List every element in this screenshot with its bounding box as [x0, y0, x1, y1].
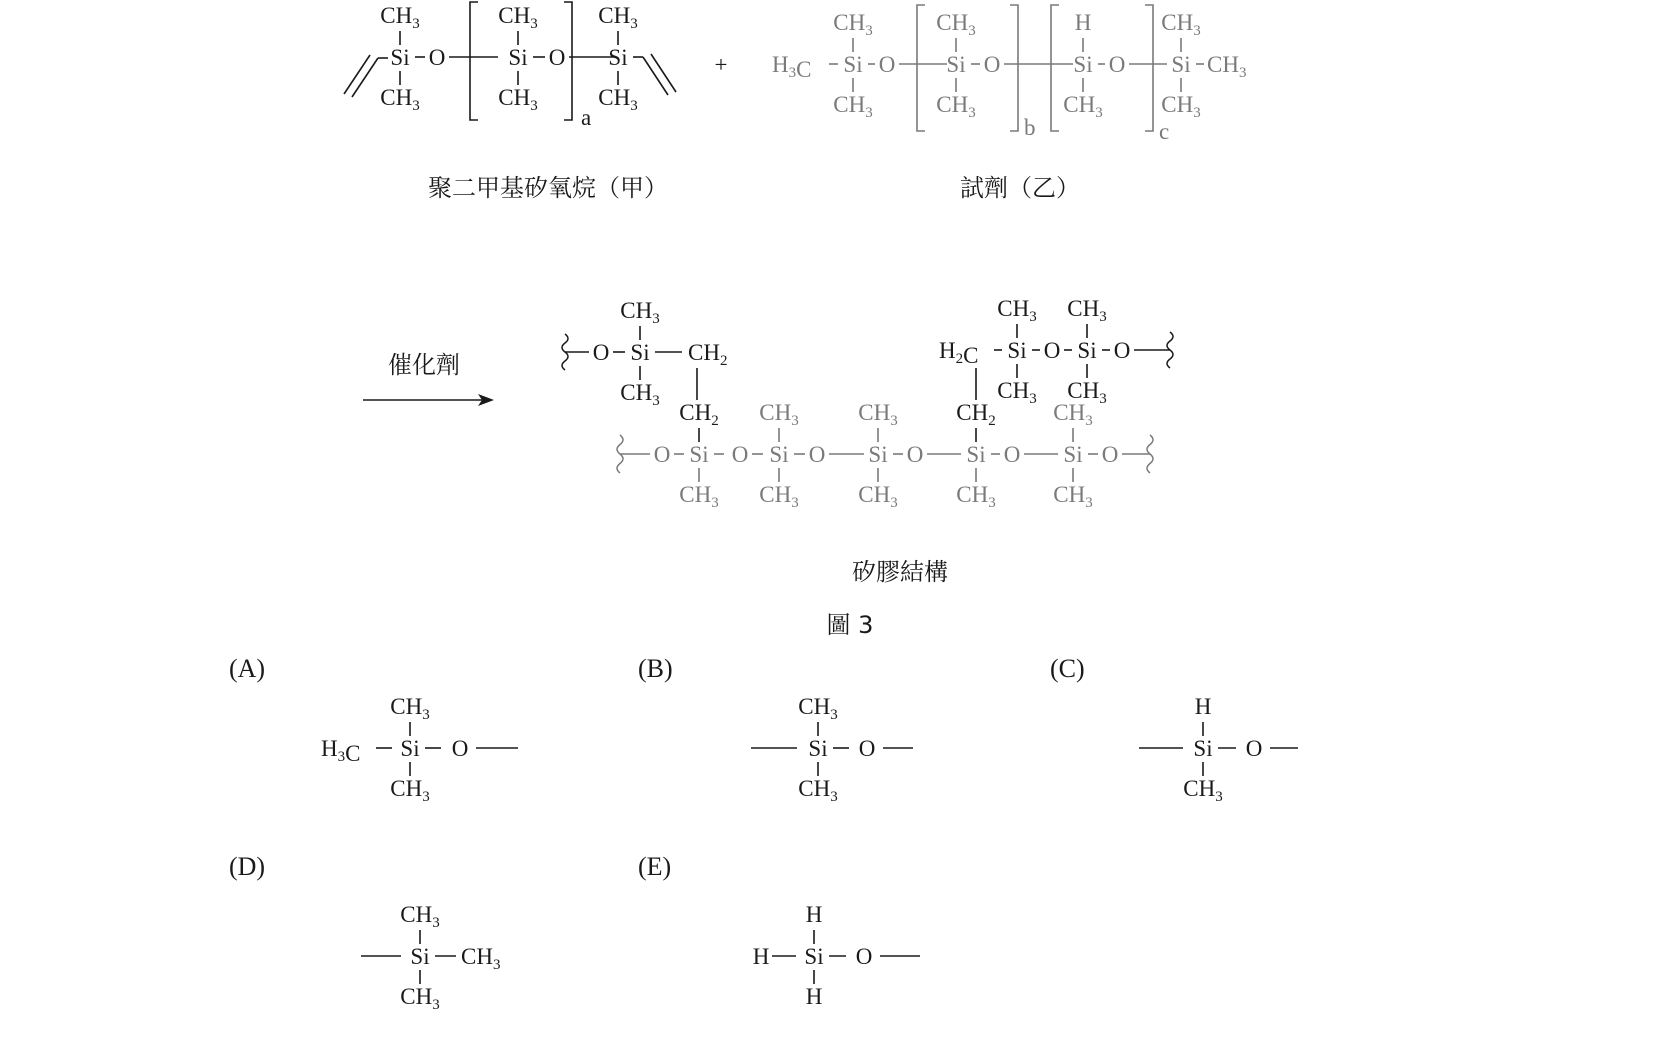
- atom-label: O: [653, 442, 671, 467]
- atom-label: $CH_3$: [400, 902, 440, 931]
- atom-label: Si: [1077, 338, 1097, 363]
- atom-label: $CH_3$: [1053, 482, 1093, 511]
- atom-label: Si: [1171, 52, 1191, 77]
- atom-label: $CH_3$: [1063, 92, 1103, 121]
- atom-label: Si: [1063, 442, 1083, 467]
- atom-label: $H_2C$: [939, 338, 979, 368]
- atom-label: Si: [868, 442, 888, 467]
- atom-label: Si: [808, 736, 828, 761]
- atom-label: Si: [608, 45, 628, 70]
- atom-label: $CH_3$: [1183, 776, 1223, 805]
- bracket: [1051, 5, 1059, 131]
- atom-label: $CH_3$: [620, 298, 660, 327]
- atom-label: $CH_3$: [759, 482, 799, 511]
- atom-label: Si: [1193, 736, 1213, 761]
- atom-label: $CH_3$: [498, 3, 538, 32]
- atom-label: Si: [843, 52, 863, 77]
- atom-label: $CH_3$: [858, 400, 898, 429]
- atom-label: $CH_3$: [598, 3, 638, 32]
- atom-label: O: [858, 736, 876, 761]
- atom-label: Si: [410, 944, 430, 969]
- atom-label: $CH_3$: [400, 984, 440, 1013]
- atom-label: $CH_3$: [390, 694, 430, 723]
- atom-label: $CH_3$: [1207, 52, 1247, 81]
- atom-label: $CH_3$: [1161, 10, 1201, 39]
- atom-label: O: [906, 442, 924, 467]
- caption-catalyst: 催化劑: [388, 351, 460, 379]
- atom-label: O: [451, 736, 469, 761]
- atom-label: $CH_3$: [936, 92, 976, 121]
- atom-label: O: [1003, 442, 1021, 467]
- atom-label: $CH_3$: [1067, 378, 1107, 407]
- atom-label: Si: [508, 45, 528, 70]
- atom-label: Si: [804, 944, 824, 969]
- atom-label: H: [1074, 10, 1092, 35]
- atom-label: $CH_3$: [997, 378, 1037, 407]
- atom-label: $CH_3$: [498, 85, 538, 114]
- bracket: [470, 2, 478, 120]
- vinyl-bond: [643, 57, 668, 95]
- vinyl-bond: [651, 54, 676, 92]
- plus-sign: +: [714, 52, 728, 77]
- atom-label: Si: [946, 52, 966, 77]
- atom-label: $H_3C$: [321, 736, 361, 766]
- atom-label: O: [983, 52, 1001, 77]
- subscript-a: a: [581, 105, 592, 130]
- atom-label: $CH_3$: [956, 482, 996, 511]
- atom-label: $CH_3$: [936, 10, 976, 39]
- atom-label: $CH_3$: [598, 85, 638, 114]
- option-label-c: (C): [1050, 654, 1085, 683]
- atom-label: $CH_3$: [833, 92, 873, 121]
- atom-label: O: [428, 45, 446, 70]
- atom-label: Si: [769, 442, 789, 467]
- atom-label: O: [1108, 52, 1126, 77]
- atom-label: $CH_3$: [620, 380, 660, 409]
- bracket: [917, 5, 925, 131]
- atom-label: O: [878, 52, 896, 77]
- atom-label: $CH_3$: [461, 944, 501, 973]
- option-label-e: (E): [638, 852, 672, 881]
- atom-label: Si: [1007, 338, 1027, 363]
- atom-label: O: [1101, 442, 1119, 467]
- bracket: [1145, 5, 1153, 131]
- atom-label: $CH_3$: [1161, 92, 1201, 121]
- atom-label: O: [855, 944, 873, 969]
- caption-product: 矽膠結構: [852, 558, 948, 586]
- atom-label: H: [805, 902, 823, 927]
- atom-label: $CH_3$: [759, 400, 799, 429]
- subscript-c: c: [1159, 119, 1170, 144]
- atom-label: $CH_3$: [679, 482, 719, 511]
- atom-label: H: [805, 984, 823, 1009]
- option-label-b: (B): [638, 654, 673, 683]
- caption-reactant-b: 試劑（乙）: [960, 174, 1080, 202]
- atom-label: Si: [400, 736, 420, 761]
- atom-label: $CH_3$: [1067, 296, 1107, 325]
- atom-label: $CH_3$: [833, 10, 873, 39]
- subscript-b: b: [1024, 115, 1036, 140]
- caption-reactant-a: 聚二甲基矽氧烷（甲）: [428, 174, 668, 202]
- atom-label: Si: [390, 45, 410, 70]
- bracket: [1010, 5, 1018, 131]
- atom-label: H: [1194, 694, 1212, 719]
- atom-label: $CH_3$: [380, 85, 420, 114]
- atom-label: $H_3C$: [772, 52, 812, 82]
- atom-label: $CH_3$: [858, 482, 898, 511]
- atom-label: $CH_3$: [798, 694, 838, 723]
- caption-figure: 圖 3: [826, 611, 874, 639]
- atom-label: $CH_2$: [679, 400, 719, 429]
- atom-label: O: [1043, 338, 1061, 363]
- atom-label: O: [592, 340, 610, 365]
- option-label-a: (A): [229, 654, 266, 683]
- atom-label: $CH_3$: [380, 3, 420, 32]
- atom-label: Si: [630, 340, 650, 365]
- atom-label: $CH_3$: [390, 776, 430, 805]
- atom-label: $CH_2$: [956, 400, 996, 429]
- atom-label: Si: [1073, 52, 1093, 77]
- atom-label: Si: [966, 442, 986, 467]
- atom-label: $CH_3$: [1053, 400, 1093, 429]
- atom-label: O: [731, 442, 749, 467]
- atom-label: $CH_3$: [798, 776, 838, 805]
- atom-label: O: [1245, 736, 1263, 761]
- atom-label: O: [1113, 338, 1131, 363]
- option-label-d: (D): [229, 852, 266, 881]
- atom-label: Si: [689, 442, 709, 467]
- atom-label: O: [808, 442, 826, 467]
- atom-label: H: [752, 944, 770, 969]
- atom-label: $CH_2$: [688, 340, 728, 369]
- atom-label: O: [548, 45, 566, 70]
- atom-label: $CH_3$: [997, 296, 1037, 325]
